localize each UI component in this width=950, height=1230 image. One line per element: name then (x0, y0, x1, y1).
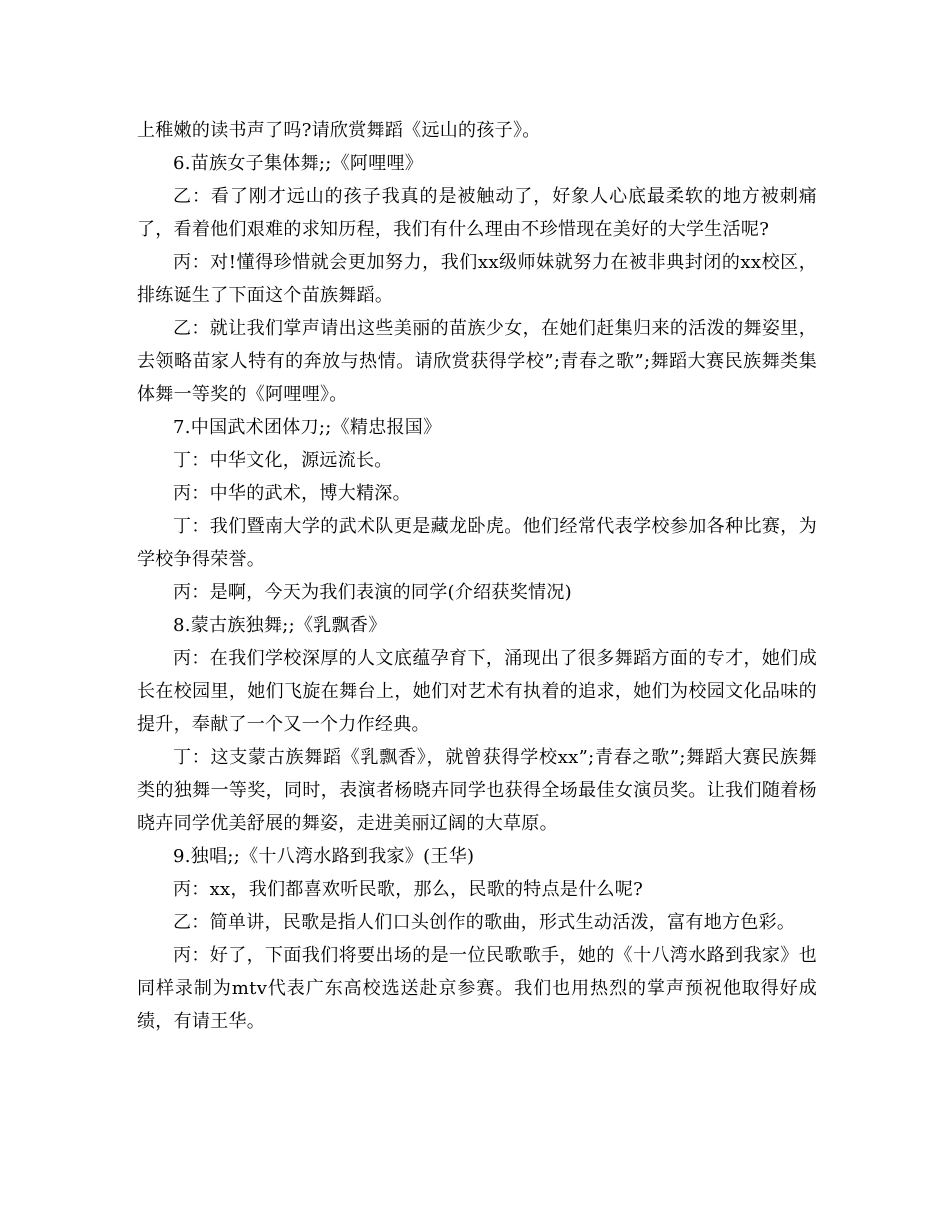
dialogue-paragraph: 丁：我们暨南大学的武术队更是藏龙卧虎。他们经常代表学校参加各种比赛，为学校争得荣誉。 (137, 516, 817, 570)
document-body (137, 114, 817, 1038)
dialogue-paragraph: 乙：看了刚才远山的孩子我真的是被触动了，好象人心底最柔软的地方被刺痛了，看着他们艰难的求知历程，我们有什么理由不珍惜现在美好的大学生活呢? (137, 186, 817, 240)
dialogue-paragraph: 丙：在我们学校深厚的人文底蕴孕育下，涌现出了很多舞蹈方面的专才，她们成长在校园里，她们飞旋在舞台上，她们对艺术有执着的追求，她们为校园文化品味的提升，奉献了一个又一个力作经典。 (137, 648, 817, 735)
dialogue-paragraph: 丙：xx，我们都喜欢听民歌，那么，民歌的特点是什么呢? (173, 879, 644, 900)
dialogue-paragraph: 乙：简单讲，民歌是指人们口头创作的歌曲，形式生动活泼，富有地方色彩。 (173, 912, 796, 933)
dialogue-paragraph: 丁：中华文化，源远流长。 (173, 450, 393, 471)
program-item-8-heading: 8.蒙古族独舞;;《乳飘香》 (173, 615, 387, 636)
program-item-6-heading: 6.苗族女子集体舞;;《阿哩哩》 (173, 153, 424, 174)
paragraph-continuation: 上稚嫩的读书声了吗?请欣赏舞蹈《远山的孩子》。 (137, 120, 541, 141)
dialogue-paragraph: 丙：中华的武术，博大精深。 (173, 483, 411, 504)
dialogue-paragraph: 丙：是啊，今天为我们表演的同学(介绍获奖情况) (173, 582, 572, 603)
program-item-7-heading: 7.中国武术团体刀;;《精忠报国》 (173, 417, 442, 438)
dialogue-paragraph: 丙：好了，下面我们将要出场的是一位民歌歌手，她的《十八湾水路到我家》也同样录制为mtv代表广东高校选送赴京参赛。我们也用热烈的掌声预祝他取得好成绩，有请王华。 (137, 945, 817, 1032)
dialogue-paragraph: 丁：这支蒙古族舞蹈《乳飘香》，就曾获得学校xx”;青春之歌”;舞蹈大赛民族舞类的独舞一等奖，同时，表演者杨晓卉同学也获得全场最佳女演员奖。让我们随着杨晓卉同学优美舒展的舞姿，走进美丽辽阔的大草原。 (137, 747, 817, 834)
dialogue-paragraph: 丙：对!懂得珍惜就会更加努力，我们xx级师妹就努力在被非典封闭的xx校区，排练诞生了下面这个苗族舞蹈。 (137, 252, 817, 306)
program-item-9-heading: 9.独唱;;《十八湾水路到我家》(王华) (173, 846, 475, 867)
dialogue-paragraph: 乙：就让我们掌声请出这些美丽的苗族少女，在她们赶集归来的活泼的舞姿里，去领略苗家人特有的奔放与热情。请欣赏获得学校”;青春之歌”;舞蹈大赛民族舞类集体舞一等奖的《阿哩哩》。 (137, 318, 817, 405)
